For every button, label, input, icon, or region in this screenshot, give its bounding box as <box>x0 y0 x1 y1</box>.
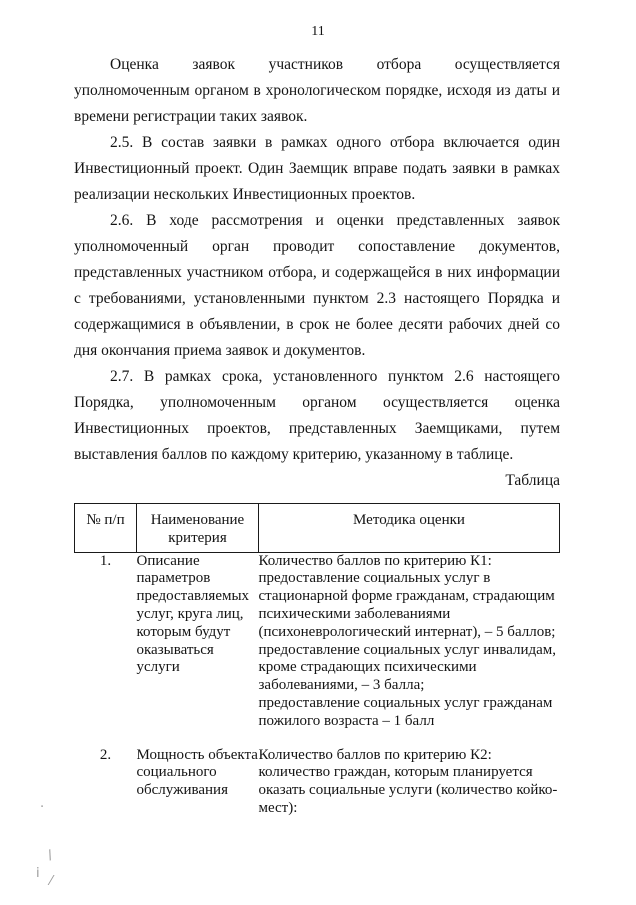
table-row <box>75 731 560 818</box>
scan-mark: · <box>40 800 45 815</box>
criterion-name: Мощность объекта социального обслуживания <box>136 746 258 799</box>
header-criterion-name: Наименование критерия <box>137 504 259 553</box>
method-line: предоставление социальных услуг в стационарной форме гражданам, страдающим психическими заболеваниями (психоневрологический интернат), – 5 баллов; <box>258 570 556 640</box>
scan-mark: / <box>45 847 55 864</box>
paragraph-2-6: 2.6. В ходе рассмотрения и оценки представленных заявок уполномоченный орган проводит сопоставление документов, представленных участником отбора, и содержащейся в них информации с требованиями, установленными пунктом 2.3 настоящего Порядка и содержащимися в объявлении, в срок не более десяти рабочих дней со дня окончания приема заявок и документов. <box>74 212 560 359</box>
criterion-name: Описание параметров предоставляемых услуг, круга лиц, которым будут оказываться услуги <box>136 552 250 676</box>
method-line: предоставление социальных услуг гражданам пожилого возраста – 1 балл <box>258 694 553 729</box>
method-line: Количество баллов по критерию К1: <box>258 552 492 569</box>
header-number: № п/п <box>75 504 137 553</box>
table-header-row <box>75 504 560 553</box>
row-number: 1. <box>99 552 112 569</box>
page-number: 11 <box>311 24 325 39</box>
row-number: 2. <box>99 746 112 763</box>
paragraph-intro: Оценка заявок участников отбора осуществляется уполномоченным органом в хронологическом порядке, исходя из даты и времени регистрации таких заявок. <box>74 56 560 125</box>
table-row <box>75 552 560 730</box>
criteria-table <box>74 503 560 818</box>
method-line: количество граждан, которым планируется оказать социальные услуги (количество койко-мест): <box>258 764 558 816</box>
method-line: Количество баллов по критерию К2: <box>258 746 492 763</box>
body-text <box>74 52 560 494</box>
header-method: Методика оценки <box>259 504 560 553</box>
paragraph-2-5: 2.5. В состав заявки в рамках одного отбора включается один Инвестиционный проект. Один Заемщик вправе подать заявки в рамках реализации нескольких Инвестиционных проектов. <box>74 134 560 203</box>
table-caption: Таблица <box>505 472 560 489</box>
scan-mark: ⅰ <box>36 866 40 881</box>
criterion-method <box>259 731 560 818</box>
method-line: предоставление социальных услуг инвалидам, кроме страдающих психическими заболеваниями, – 3 балла; <box>258 641 557 694</box>
scan-mark: ⁄ <box>50 874 53 889</box>
criterion-method <box>259 552 560 730</box>
paragraph-2-7: 2.7. В рамках срока, установленного пунктом 2.6 настоящего Порядка, уполномоченным органом осуществляется оценка Инвестиционных проектов, представленных Заемщиками, путем выставления баллов по каждому критерию, указанному в таблице. <box>74 368 560 463</box>
